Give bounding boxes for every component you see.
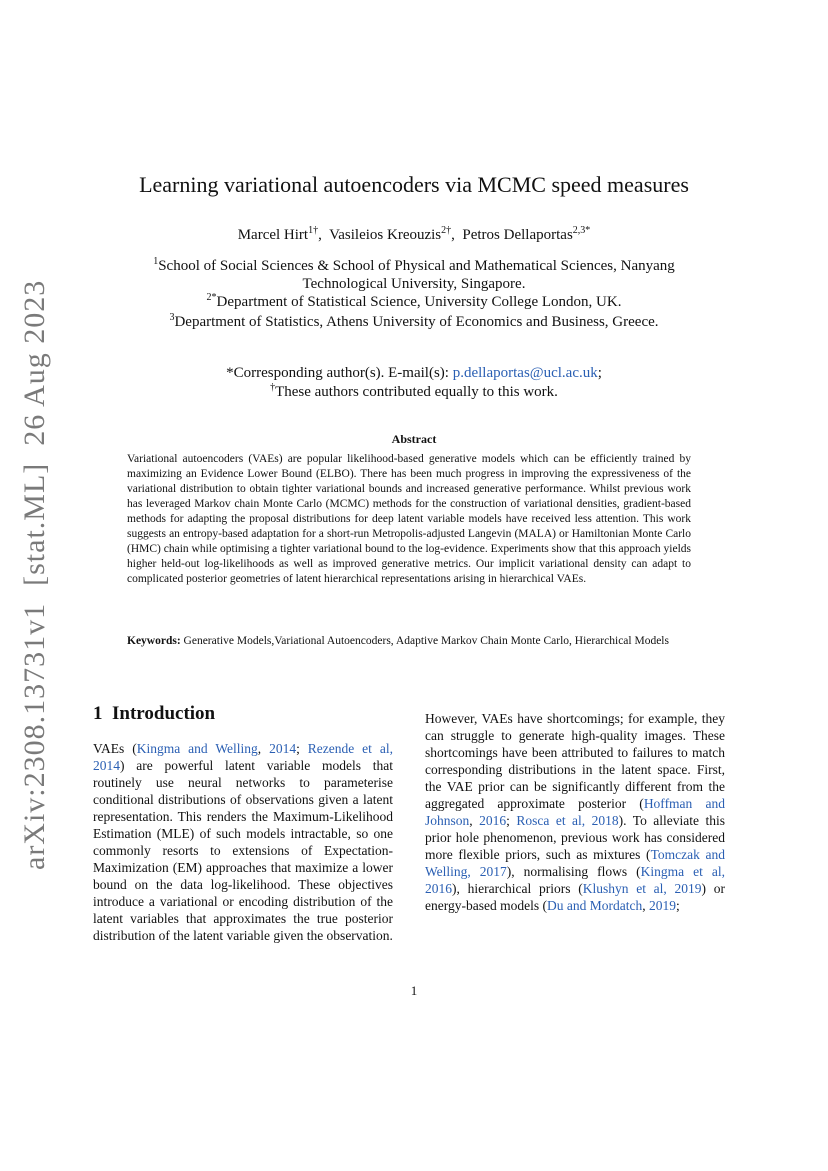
keywords-label: Keywords:: [127, 635, 181, 647]
affiliation-1: [90, 257, 738, 275]
citation-link[interactable]: Kingma and Welling: [136, 741, 258, 756]
text-run: ;: [506, 813, 517, 828]
author-mark: 1†: [308, 225, 319, 236]
citation-link[interactable]: 2019: [648, 898, 676, 913]
affiliation-text: School of Social Sciences & School of Physical and Mathematical Sciences, Nanyang: [158, 258, 675, 274]
affiliation-1-cont: Technological University, Singapore.: [302, 276, 526, 292]
correspondence-suffix: ;: [597, 365, 602, 381]
citation-link[interactable]: Tomczak and Welling, 2017: [425, 847, 725, 879]
citation-link[interactable]: Du and Mordatch: [546, 898, 643, 913]
keywords-text: Generative Models,Variational Autoencoders, Adaptive Markov Chain Monte Carlo, Hierarchical Models: [180, 635, 669, 647]
text-run: ). To alleviate this prior hole phenomenon, previous work has considered more flexible priors, such as mixtures (: [425, 813, 725, 862]
arxiv-stamp: arXiv:2308.13731v1 [stat.ML] 26 Aug 2023: [18, 279, 51, 870]
author-mark: 2,3*: [572, 225, 591, 236]
citation-link[interactable]: Rosca et al, 2018: [516, 813, 619, 828]
correspondence-prefix: *Corresponding author(s). E-mail(s):: [226, 365, 453, 381]
text-run: VAEs (: [93, 741, 137, 756]
equal-contribution: [90, 383, 738, 401]
text-run: ) or energy-based models (: [425, 881, 725, 913]
affiliation-text: Department of Statistical Science, University College London, UK.: [216, 294, 622, 310]
citation-link[interactable]: Rezende et al, 2014: [93, 741, 393, 773]
text-run: ;: [296, 741, 308, 756]
equal-text: These authors contributed equally to this work.: [275, 384, 558, 400]
page-number: 1: [410, 983, 418, 998]
affiliation-mark: 1: [153, 256, 159, 267]
author-list: Marcel Hirt$^{1\dagger}$, Vasileios Kreouzis$^{2\dagger}$, Petros Dellaportas$^{2,3*}$: [237, 225, 591, 243]
paper-title: Learning variational autoencoders via MCMC speed measures: [139, 172, 689, 197]
affiliation-2: [90, 293, 738, 311]
text-run: ) are powerful latent variable models that routinely use neural networks to parameterise conditional distributions of observations given a latent representation. This renders the Maximum-Likelihood Estimation (MLE) of such models intractable, so one commonly resorts to extensions of Expectation-Maximization (EM) approaches that maximize a lower bound on the data log-likelihood. These objectives introduce a variational or encoding distribution of the latent variables that approximates the true posterior distribution of the latent variable given the observation.: [93, 758, 393, 943]
text-run: However, VAEs have shortcomings; for example, they can struggle to generate high-quality images. These shortcomings have been attributed to failures to match corresponding distributions in the latent space. First, the VAE prior can be significantly different from the aggregated approximate posterior (: [425, 711, 725, 811]
text-run: ,: [257, 741, 270, 756]
keywords: [127, 634, 691, 648]
intro-left-column: [93, 740, 393, 944]
text-run: ;: [675, 898, 680, 913]
affiliation-mark: 2*: [206, 292, 217, 303]
author-mark: 2†: [441, 225, 452, 236]
affiliation-3: [90, 313, 738, 331]
citation-link[interactable]: Kingma et al, 2016: [425, 864, 725, 896]
section-title: Introduction: [112, 703, 216, 724]
affiliation-text: Department of Statistics, Athens University of Economics and Business, Greece.: [174, 314, 659, 330]
citation-link[interactable]: Klushyn et al, 2019: [582, 881, 702, 896]
section-heading: [93, 703, 215, 725]
equal-mark: †: [270, 382, 276, 393]
abstract-heading: Abstract: [391, 432, 437, 446]
author-name: Marcel Hirt: [237, 227, 309, 243]
citation-link[interactable]: Hoffman and Johnson: [425, 796, 726, 828]
citation-link[interactable]: 2014: [269, 741, 297, 756]
citation-link[interactable]: 2016: [479, 813, 507, 828]
text-run: ), hierarchical priors (: [452, 881, 583, 896]
text-run: ), normalising flows (: [506, 864, 641, 879]
author-name: Petros Dellaportas: [462, 227, 573, 243]
email-link[interactable]: p.dellaportas@ucl.ac.uk: [452, 365, 598, 381]
section-number: 1: [93, 703, 103, 724]
correspondence: [90, 364, 738, 382]
affiliation-mark: 3: [169, 312, 175, 323]
text-run: ,: [642, 898, 649, 913]
author-name: Vasileios Kreouzis: [329, 227, 442, 243]
text-run: ,: [469, 813, 480, 828]
abstract-text: Variational autoencoders (VAEs) are popular likelihood-based generative models which can be efficiently trained by maximizing an Evidence Lower Bound (ELBO). There has been much progress in improving the expressiveness of the variational distribution to obtain tighter variational bounds and increased generative performance. Whilst previous work has leveraged Markov chain Monte Carlo (MCMC) methods for the construction of variational densities, gradient-based methods for adapting the proposal distributions for deep latent variable models have received less attention. This work suggests an entropy-based adaptation for a short-run Metropolis-adjusted Langevin (MALA) or Hamiltonian Monte Carlo (HMC) chain while optimising a tighter variational bound to the log-evidence. Experiments show that this approach yields higher held-out log-likelihoods as well as improved generative metrics. Our implicit variational density can adapt to complicated posterior geometries of latent hierarchical representations arising in hierarchical VAEs.: [127, 453, 691, 585]
intro-right-column: [425, 710, 725, 914]
